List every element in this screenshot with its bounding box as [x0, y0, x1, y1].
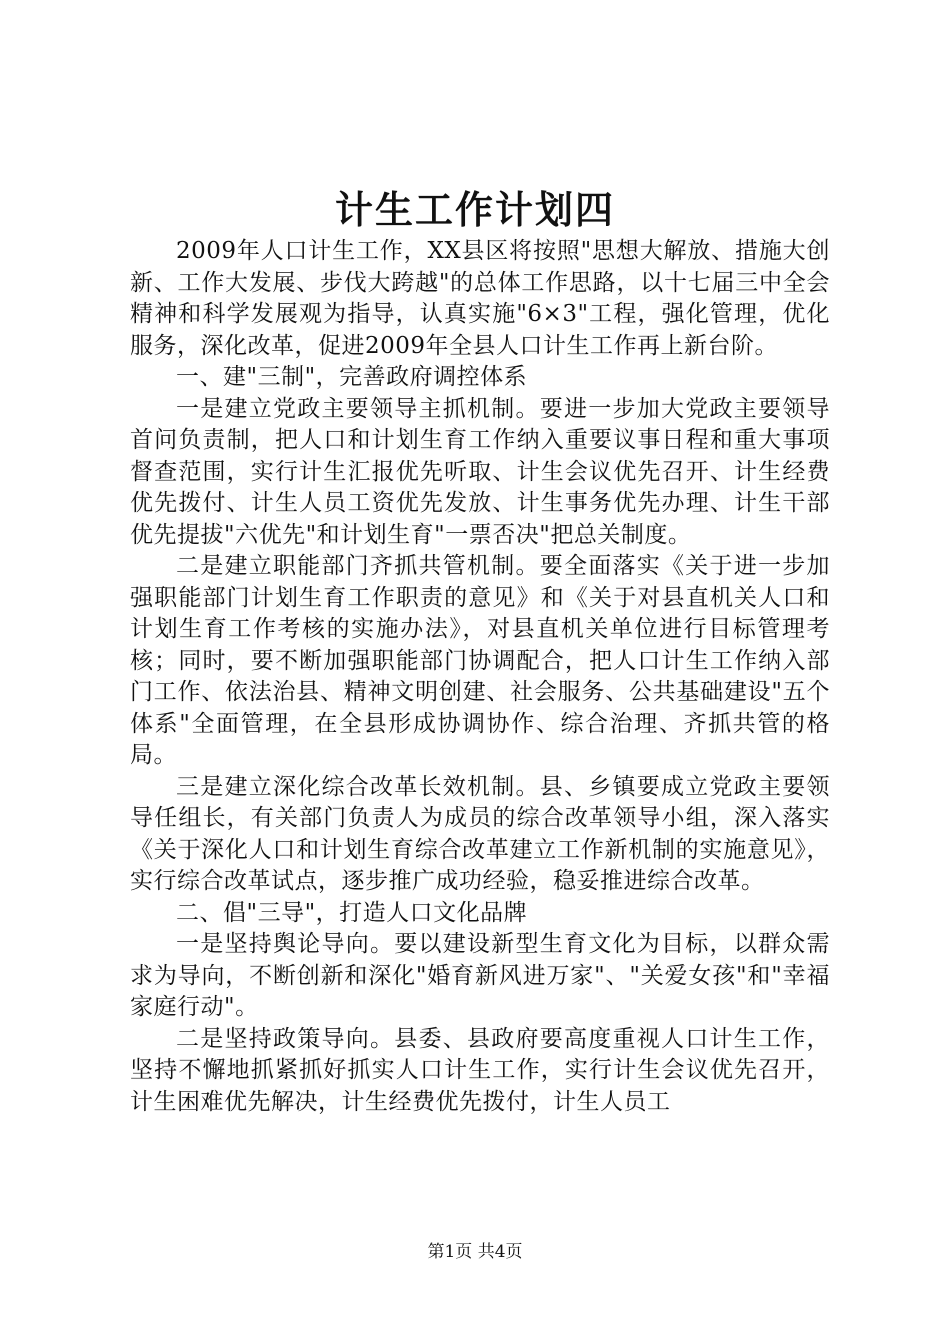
paragraph-2-2: 二是坚持政策导向。县委、县政府要高度重视人口计生工作，坚持不懈地抓紧抓好抓实人口计生工作，实行计生会议优先召开，计生困难优先解决，计生经费优先拨付，计生人员工: [130, 1025, 830, 1115]
paragraph-2-1: 一是坚持舆论导向。要以建设新型生育文化为目标，以群众需求为导向，不断创新和深化"婚育新风进万家"、"关爱女孩"和"幸福家庭行动"。: [130, 931, 830, 1020]
page-number-footer: 第1页 共4页: [427, 1242, 523, 1262]
paragraph-1-1: 一是建立党政主要领导主抓机制。要进一步加大党政主要领导首问负责制，把人口和计划生育工作纳入重要议事日程和重大事项督查范围，实行计生汇报优先听取、计生会议优先召开、计生经费优先拨付、计生人员工资优先发放、计生事务优先办理、计生干部优先提拔"六优先"和计划生育"一票否决"把总关制度。: [130, 395, 830, 548]
paragraph-intro: 2009年人口计生工作，XX县区将按照"思想大解放、措施大创新、工作大发展、步伐大跨越"的总体工作思路，以十七届三中全会精神和科学发展观为指导，认真实施"6×3"工程，强化管理，优化服务，深化改革，促进2009年全县人口计生工作再上新台阶。: [130, 238, 830, 359]
section-heading-1: 一、建"三制"，完善政府调控体系: [176, 364, 528, 390]
document-body: [130, 236, 830, 1118]
document-title: 计生工作计划四: [334, 187, 615, 232]
paragraph-1-3: 三是建立深化综合改革长效机制。县、乡镇要成立党政主要领导任组长，有关部门负责人为成员的综合改革领导小组，深入落实《关于深化人口和计划生育综合改革建立工作新机制的实施意见》，实行综合改革试点，逐步推广成功经验，稳妥推进综合改革。: [130, 773, 830, 894]
section-heading-2: 二、倡"三导"，打造人口文化品牌: [176, 899, 528, 926]
paragraph-1-2: 二是建立职能部门齐抓共管机制。要全面落实《关于进一步加强职能部门计划生育工作职责的意见》和《关于对县直机关人口和计划生育工作考核的实施办法》，对县直机关单位进行目标管理考核；同时，要不断加强职能部门协调配合，把人口计生工作纳入部门工作、依法治县、精神文明创建、社会服务、公共基础建设"五个体系"全面管理，在全县形成协调协作、综合治理、齐抓共管的格局。: [130, 553, 830, 768]
